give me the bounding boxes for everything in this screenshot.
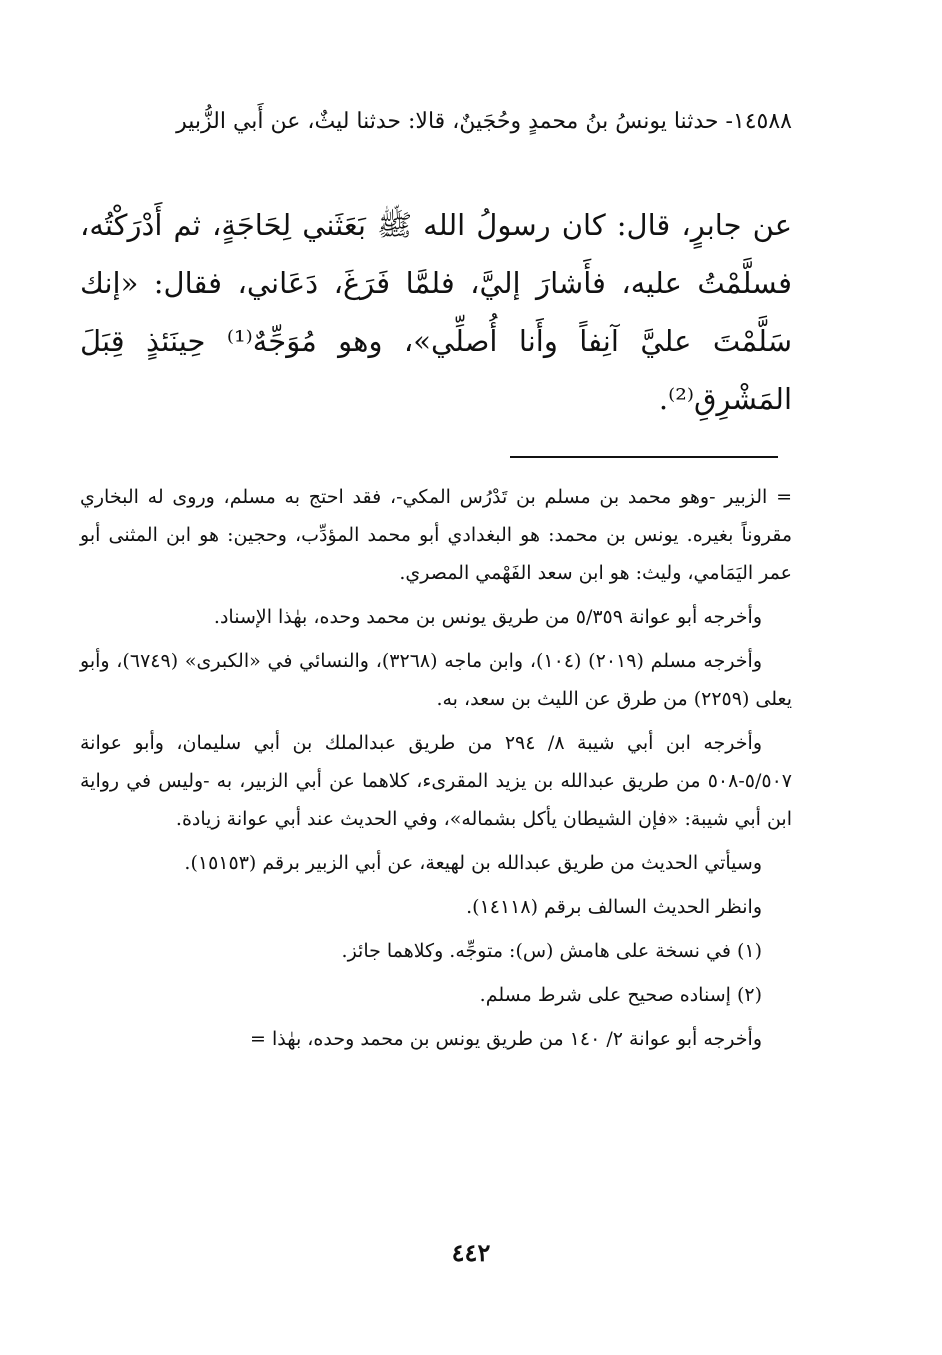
footnote-paragraph: وأخرجه أبو عوانة ٢/ ١٤٠ من طريق يونس بن محمد وحده، بهٰذا = — [250, 1028, 762, 1050]
footnote-paragraph: (١) في نسخة على هامش (س): متوجِّه. وكلاهما جائز. — [341, 940, 762, 962]
footnote-paragraph: (٢) إسناده صحيح على شرط مسلم. — [479, 984, 762, 1006]
footnote-paragraph: وأخرجه مسلم (٢٠١٩) (١٠٤)، وابن ماجه (٣٢٦٨)، والنسائي في «الكبرى» (٦٧٤٩)، وأبو يعلى (٢٢٥٩) من طرق عن الليث بن سعد، به. — [80, 650, 792, 710]
footnote-paragraph: وأخرجه ابن أبي شيبة ٨/ ٢٩٤ من طريق عبدالملك بن أبي سليمان، وأبو عوانة ٥/٥٠٧-٥٠٨ من طريق عبدالله بن يزيد المقرىء، كلاهما عن أبي الزبير، به -وليس في رواية ابن أبي شيبة: «فإن الشيطان يأكل بشماله»، وفي الحديث عند أبي عوانة زيادة. — [80, 732, 792, 830]
footnote-paragraph: وانظر الحديث السالف برقم (١٤١١٨). — [466, 896, 762, 918]
footnote-separator — [510, 456, 778, 458]
footnotes — [80, 478, 792, 1064]
footnote-paragraph: = الزبير -وهو محمد بن مسلم بن تَدْرُس المكي-، فقد احتج به مسلم، وروى له البخاري مقروناً بغيره. يونس بن محمد: هو البغدادي أبو محمد المؤدِّب، وحجين: هو ابن المثنى أبو عمر اليَمَامي، وليث: هو ابن سعد الفَهْمي المصري. — [80, 486, 792, 584]
hadith-heading: ١٤٥٨٨- حدثنا يونسُ بنُ محمدٍ وحُجَينٌ، قالا: حدثنا ليثٌ، عن أَبي الزُّبير — [176, 109, 792, 134]
footnote-paragraph: وأخرجه أبو عوانة ٥/٣٥٩ من طريق يونس بن محمد وحده، بهٰذا الإسناد. — [213, 606, 762, 628]
page-number: ٤٤٢ — [451, 1238, 491, 1267]
hadith-text: عن جابرٍ، قال: كان رسولُ الله ﷺ بَعَثَني لِحَاجَةٍ، ثم أَدْرَكْتُه، فسلَّمْتُ عليه، فأَشارَ إليَّ، فلمَّا فَرَغَ، دَعَاني، فقال: «إنك سَلَّمْتَ عليَّ آنِفاً وأَنا أُصلِّي»، وهو مُوَجِّهٌ⁽¹⁾ حِينَئذٍ قِبَلَ المَشْرِقِ⁽²⁾. — [80, 208, 793, 416]
footnote-paragraph: وسيأتي الحديث من طريق عبدالله بن لهيعة، عن أبي الزبير برقم (١٥١٥٣). — [184, 852, 762, 874]
